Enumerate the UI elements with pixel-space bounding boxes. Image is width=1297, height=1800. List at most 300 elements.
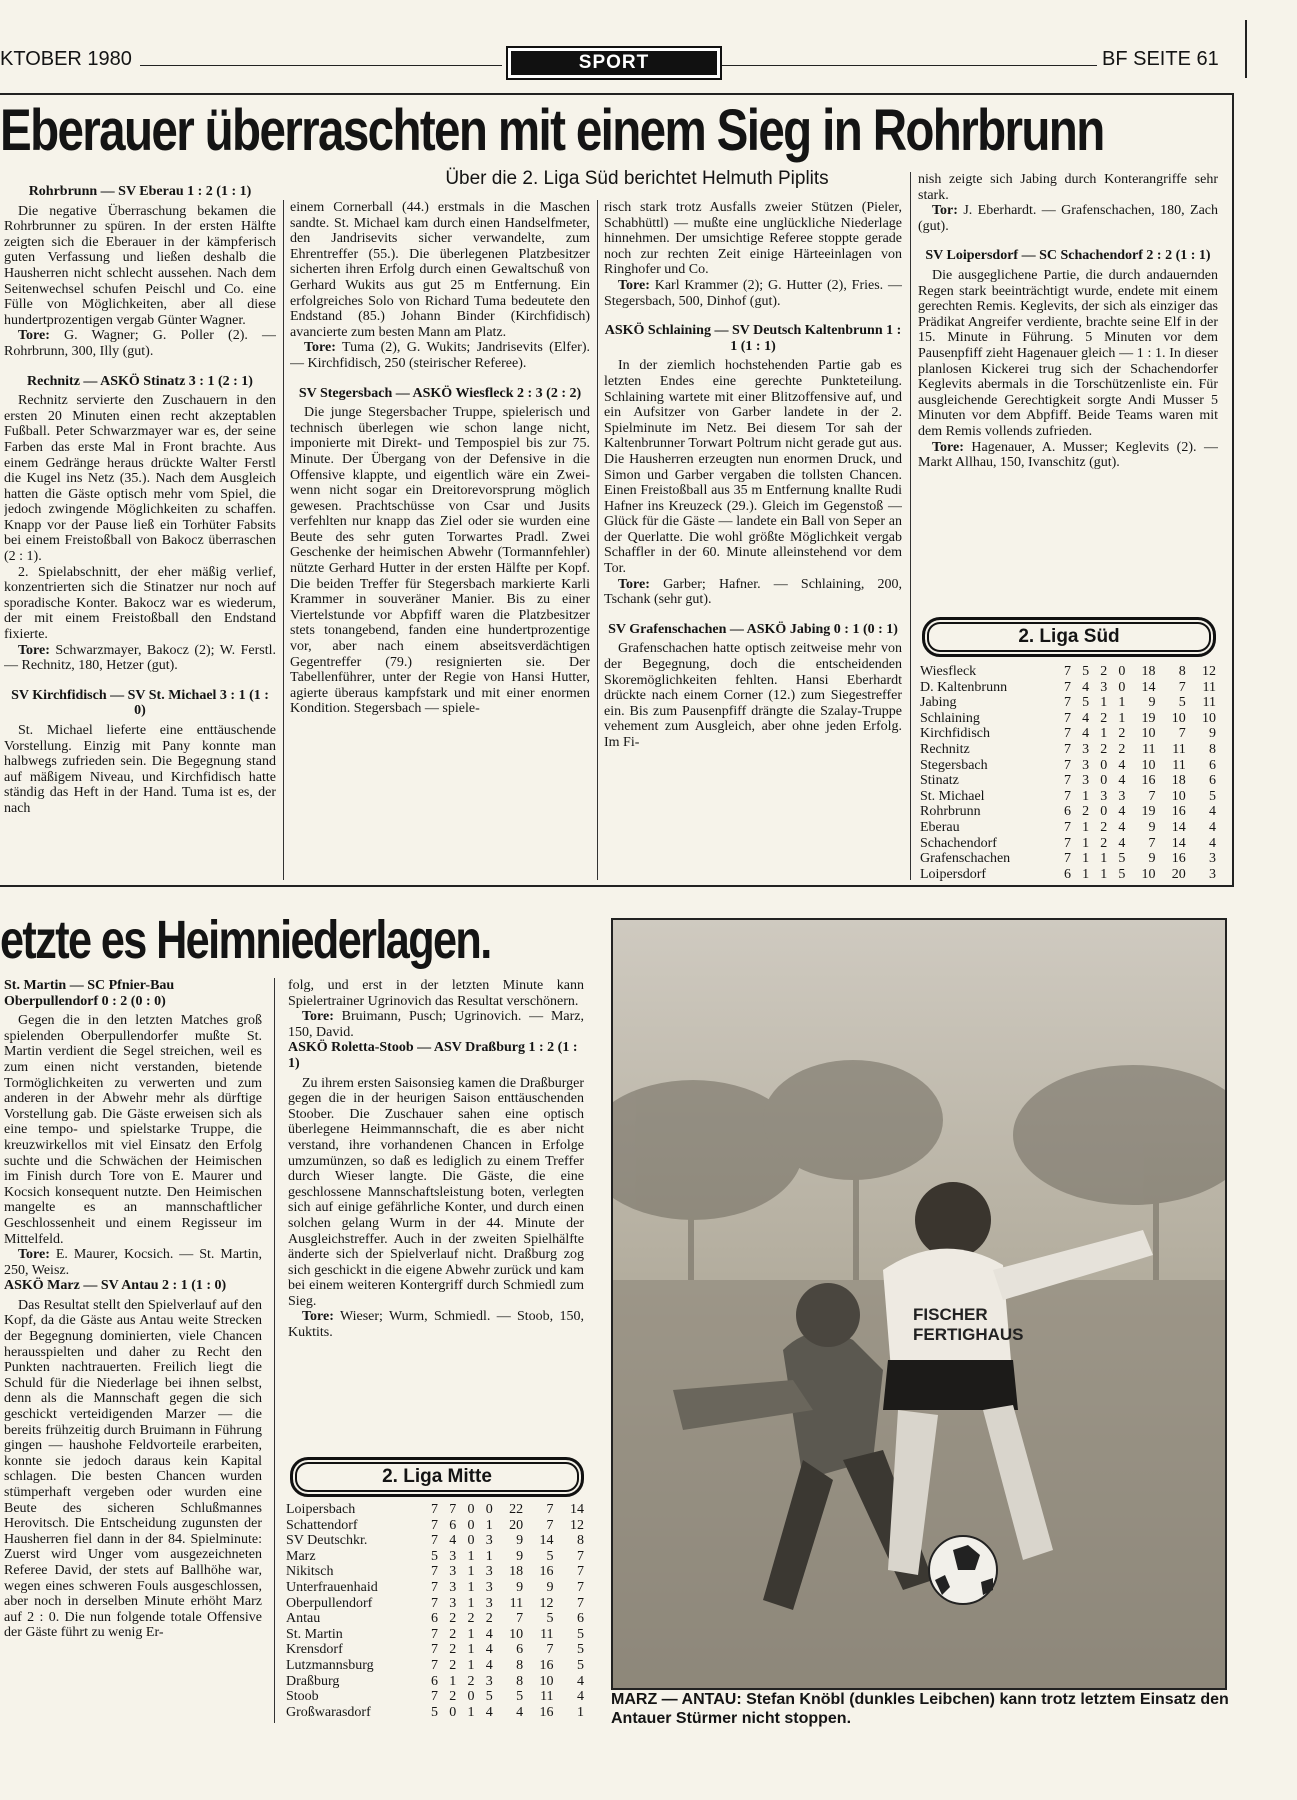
standings-value: 7: [546, 1517, 554, 1533]
article-paragraph: 2. Spielabschnitt, der eher mäßig verlief, konzentrierten sich die Stinatzer nur noch auf sporadische Konter. Bakocz war es wiederum, der mit einem Freistoßball den Endstand fixierte.: [4, 564, 276, 643]
standings-value: 7: [449, 1502, 457, 1517]
team-name: SV Deutschkr.: [286, 1533, 368, 1549]
article-paragraph: Rechnitz servierte den Zuschauern in den ersten 20 Minuten einen recht akzeptablen Fußball. Peter Schwarzmayer war es, der seine Farben das erste Mal in Front brachte. Aus einem Gedränge heraus drückte Walter Ferstl die Kugel ins Netz (35.). Nach dem Ausgleich hatten die Gäste optisch mehr vom Spiel, die jedoch zwingende Möglichkeiten zu schaffen. Knapp vor der Pause ließ ein Torhüter Fabsits bei einem Freistoßball von Bakocz überraschen (2 : 1).: [4, 393, 276, 565]
team-name: Schlaining: [920, 710, 980, 726]
standings-value: 1: [467, 1579, 475, 1595]
team-name: Schachendorf: [920, 835, 997, 851]
standings-row: [920, 851, 1216, 867]
standings-value: 9: [1148, 819, 1156, 835]
standings-value: 3: [1209, 851, 1216, 867]
standings-row: [920, 695, 1216, 711]
standings-value: 3: [1082, 741, 1090, 757]
standings-value: 6: [431, 1673, 439, 1689]
standings-value: 1: [467, 1626, 475, 1642]
standings-row: [286, 1580, 584, 1596]
standings-row: [920, 758, 1216, 774]
standings-row: [920, 773, 1216, 789]
standings-value: 7: [1064, 726, 1072, 742]
standings-value: 12: [1202, 664, 1216, 679]
scorers-label: Tore:: [618, 277, 650, 293]
standings-row: [920, 726, 1216, 742]
standings-value: 3: [449, 1595, 457, 1611]
team-name: D. Kaltenbrunn: [920, 679, 1008, 695]
standings-table-mitte: [286, 1502, 584, 1720]
standings-value: 5: [1178, 695, 1186, 711]
standings-value: 4: [485, 1704, 493, 1720]
standings-row: [920, 664, 1216, 680]
header-rule-left: [140, 65, 502, 66]
standings-value: 7: [546, 1502, 554, 1517]
standings-value: 6: [1064, 804, 1072, 820]
standings-value: 7: [431, 1502, 439, 1517]
standings-value: 4: [485, 1626, 493, 1642]
standings-value: 10: [1171, 788, 1186, 804]
team-name: Stegersbach: [920, 757, 988, 773]
article-paragraph: Grafenschachen hatte optisch zeitweise mehr von der Begegnung, doch die entscheidenden Skoremöglichkeiten fehlten. Hansi Eberhardt drückte nach einem Corner (12.) zum Siegestreffer ein. Bis zum Pausenpfiff drängte die Szalay-Truppe vehement zum Ausgleich, aber ohne jeden Erfolg. Im Fi-: [604, 641, 902, 750]
scorers-label: Tore:: [618, 576, 650, 592]
top-column-divider: [910, 172, 911, 880]
standings-value: 2: [1100, 835, 1108, 851]
team-name: Wiesfleck: [920, 664, 977, 679]
standings-value: 8: [577, 1533, 584, 1549]
standings-value: 5: [577, 1626, 584, 1642]
standings-value: 12: [539, 1595, 554, 1611]
standings-value: 0: [449, 1704, 457, 1720]
standings-value: 2: [485, 1611, 493, 1627]
team-name: St. Michael: [920, 788, 985, 804]
standings-value: 9: [546, 1579, 554, 1595]
team-name: Rechnitz: [920, 741, 970, 757]
standings-value: 1: [1100, 726, 1108, 742]
standings-row: [920, 820, 1216, 836]
top-column-2: [290, 200, 590, 880]
standings-value: 11: [540, 1689, 554, 1705]
standings-value: 2: [467, 1673, 475, 1689]
standings-value: 19: [1141, 710, 1156, 726]
article-paragraph: Zu ihrem ersten Saisonsieg kamen die Draßburger gegen die in der heurigen Saison enttäuschenden Stoober. Die Zuschauer sahen eine optisch überlegene Heimmannschaft, die es aber nicht verstand, ihre vorhandenen Chancen in Erfolge umzumünzen, so daß es lediglich zu einem Treffer durch Wieser langte. Die Gäste, die eine geschlossene Mannschaftsleistung boten, verlegten sich auf einige gefährliche Konter, und durch einen solchen gelang Wurm in der 44. Minute der Ausgleichstreffer. Auch in der zweiten Spielhälfte änderte sich der Spielverlauf nicht. Draßburg zog sich geschickt in die eigene Abwehr zurück und kam bei einem weiteren Kontergriff durch Schmiedl zum Sieg.: [288, 1075, 584, 1309]
standings-value: 2: [1082, 804, 1090, 820]
scorers-line: [4, 328, 276, 359]
standings-value: 5: [1118, 866, 1126, 882]
team-name: Stoob: [286, 1689, 319, 1705]
standings-value: 7: [431, 1657, 439, 1673]
standings-value: 0: [1100, 757, 1108, 773]
standings-value: 1: [449, 1673, 457, 1689]
team-name: Marz: [286, 1548, 316, 1564]
standings-value: 3: [449, 1548, 457, 1564]
header-rule-right: [722, 65, 1097, 66]
standings-value: 11: [509, 1595, 524, 1611]
scorers-line: [918, 440, 1218, 471]
scorers-label: Tore:: [932, 439, 964, 455]
standings-row: [286, 1502, 584, 1518]
scorers-text: Schwarzmayer, Bakocz (2); W. Ferstl. — Rechnitz, 180, Hetzer (gut).: [4, 642, 276, 674]
bottom-headline: etzte es Heimniederlagen.: [0, 910, 491, 970]
bottom-column-2: [288, 978, 584, 1428]
standings-value: 1: [1082, 788, 1090, 804]
article-paragraph: Die negative Überraschung bekamen die Rohrbrunner zu spüren. In der ersten Hälfte zeigten sich die Eberauer in der kämpferisch guten Verfassung und ließen deshalb die Hausherren nicht schlecht aussehen. Nach dem Seitenwechsel schufen Peischl und Co. eine Fülle von Möglichkeiten, aber all diese hundertprozentigen vergab Günter Wagner.: [4, 203, 276, 328]
top-byline: Über die 2. Liga Süd berichtet Helmuth Piplits: [445, 168, 829, 189]
standings-row: [286, 1689, 584, 1705]
standings-value: 11: [540, 1626, 554, 1642]
team-name: Loipersbach: [286, 1502, 356, 1517]
standings-row: [286, 1611, 584, 1627]
scorers-text: J. Eberhardt. — Grafenschachen, 180, Zach (gut).: [918, 203, 1218, 234]
standings-value: 4: [1118, 835, 1126, 851]
standings-row: [920, 789, 1216, 805]
standings-value: 6: [431, 1611, 439, 1627]
standings-value: 9: [516, 1548, 524, 1564]
standings-value: 7: [431, 1533, 439, 1549]
standings-value: 1: [1082, 819, 1090, 835]
standings-row: [286, 1533, 584, 1549]
team-name: Grafenschachen: [920, 851, 1011, 867]
standings-value: 4: [485, 1657, 493, 1673]
standings-value: 8: [516, 1673, 524, 1689]
standings-value: 7: [577, 1595, 584, 1611]
standings-value: 1: [1100, 851, 1108, 867]
team-name: St. Martin: [286, 1626, 343, 1642]
standings-value: 10: [1202, 710, 1216, 726]
standings-value: 10: [509, 1626, 524, 1642]
standings-value: 7: [1064, 695, 1072, 711]
standings-value: 2: [1100, 664, 1108, 679]
standings-value: 3: [449, 1579, 457, 1595]
standings-value: 7: [577, 1564, 584, 1580]
standings-value: 1: [467, 1548, 475, 1564]
standings-value: 7: [1064, 835, 1072, 851]
standings-value: 7: [1064, 851, 1072, 867]
team-name: Draßburg: [286, 1673, 340, 1689]
standings-row: [286, 1642, 584, 1658]
standings-value: 3: [1082, 757, 1090, 773]
match-subhead: Rechnitz — ASKÖ Stinatz 3 : 1 (2 : 1): [27, 373, 253, 389]
scorers-line: [4, 1247, 262, 1278]
standings-value: 3: [1100, 788, 1108, 804]
standings-value: 12: [570, 1517, 584, 1533]
standings-value: 3: [1118, 788, 1126, 804]
standings-value: 4: [1209, 804, 1216, 820]
standings-value: 5: [1209, 788, 1216, 804]
standings-value: 0: [1118, 664, 1126, 679]
standings-value: 22: [509, 1502, 524, 1517]
standings-value: 11: [1202, 679, 1216, 695]
scorers-label: Tore:: [18, 642, 50, 658]
standings-value: 11: [1142, 741, 1156, 757]
standings-value: 14: [1171, 819, 1186, 835]
team-name: Nikitsch: [286, 1564, 334, 1580]
standings-value: 7: [431, 1689, 439, 1705]
standings-value: 1: [467, 1642, 475, 1658]
table-title-sued: 2. Liga Süd: [922, 617, 1216, 657]
standings-value: 1: [467, 1657, 475, 1673]
standings-value: 16: [1141, 773, 1156, 789]
table-title-mitte: 2. Liga Mitte: [290, 1457, 584, 1497]
standings-value: 7: [1064, 819, 1072, 835]
scorers-line: [4, 643, 276, 674]
standings-value: 10: [1171, 710, 1186, 726]
standings-row: [286, 1705, 584, 1721]
standings-value: 5: [577, 1642, 584, 1658]
team-name: Stinatz: [920, 773, 959, 789]
standings-value: 9: [516, 1579, 524, 1595]
standings-value: 0: [467, 1517, 475, 1533]
standings-value: 5: [485, 1689, 493, 1705]
standings-value: 3: [1082, 773, 1090, 789]
match-subhead: ASKÖ Roletta-Stoob — ASV Draßburg 1 : 2 (1 : 1): [288, 1040, 578, 1071]
standings-value: 7: [431, 1642, 439, 1658]
standings-value: 3: [449, 1564, 457, 1580]
standings-value: 3: [1100, 679, 1108, 695]
scorers-line: [288, 1009, 584, 1040]
standings-value: 3: [485, 1579, 493, 1595]
standings-value: 7: [1064, 679, 1072, 695]
match-subhead: Rohrbrunn — SV Eberau 1 : 2 (1 : 1): [28, 184, 252, 199]
standings-value: 2: [467, 1611, 475, 1627]
standings-value: 14: [570, 1502, 584, 1517]
standings-value: 1: [1118, 695, 1126, 711]
standings-value: 20: [1171, 866, 1186, 882]
scorers-label: Tore:: [18, 1247, 50, 1263]
standings-value: 1: [1082, 851, 1090, 867]
standings-value: 2: [1100, 710, 1108, 726]
standings-value: 4: [449, 1533, 457, 1549]
standings-value: 4: [577, 1673, 584, 1689]
standings-value: 3: [485, 1533, 493, 1549]
standings-value: 4: [1118, 757, 1126, 773]
standings-value: 3: [485, 1564, 493, 1580]
match-photo: [611, 918, 1227, 1690]
article-paragraph: folg, und erst in der letzten Minute kann Spielertrainer Ugrinovich das Resultat verschönern.: [288, 978, 584, 1009]
standings-value: 0: [1100, 804, 1108, 820]
scorers-text: Tuma (2), G. Wukits; Jandrisevits (Elfer). — Kirchfidisch, 250 (steirischer Referee).: [290, 340, 590, 371]
scorers-label: Tore:: [302, 1309, 334, 1325]
article-paragraph: Die ausgeglichene Partie, die durch andauernden Regen stark beeinträchtigt wurde, endete mit einem gerechten Remis. Keglevits, der sich als einziger das Prädikat Angreifer verdiente, brachte seine Elf in der 15. Minute in Führung. 5 Minuten vor dem Pausenpfiff zieht Hagenauer gleich — 1 : 1. In dieser planlosen Kickerei trug sich der Schachendorfer Keglevits abermals in die Torschützenliste ein. Für ausgleichende Gerechtigkeit sorgte Andi Musser 5 Minuten vor dem Abpfiff. Beide Teams waren mit dem Remis vollends zufrieden.: [918, 267, 1218, 439]
article-paragraph: St. Michael lieferte eine enttäuschende Vorstellung. Einzig mit Pany konnte man halbwegs zufrieden sein. Die Begegnung stand auf mäßigem Niveau, und Kirchfidisch hatte ständig das Heft in der Hand. Tuma ist es, der nach: [4, 723, 276, 816]
scorers-line: [604, 577, 902, 608]
match-subhead: ASKÖ Schlaining — SV Deutsch Kaltenbrunn 1 : 1 (1 : 1): [604, 323, 902, 354]
standings-value: 16: [539, 1564, 554, 1580]
standings-value: 0: [1100, 773, 1108, 789]
team-name: Rohrbrunn: [920, 804, 981, 820]
standings-value: 2: [1118, 741, 1126, 757]
standings-value: 4: [1209, 819, 1216, 835]
standings-value: 0: [467, 1533, 475, 1549]
standings-value: 10: [1141, 866, 1156, 882]
page-number: BF SEITE 61: [1102, 48, 1219, 70]
standings-value: 2: [449, 1689, 457, 1705]
standings-value: 7: [1064, 664, 1072, 679]
standings-value: 14: [539, 1533, 554, 1549]
standings-row: [286, 1549, 584, 1565]
scorers-label: Tore:: [18, 328, 50, 344]
standings-value: 7: [431, 1517, 439, 1533]
top-column-divider: [597, 200, 598, 880]
section-label: SPORT: [506, 46, 722, 80]
standings-value: 10: [539, 1673, 554, 1689]
issue-date: KTOBER 1980: [0, 48, 132, 70]
standings-value: 7: [1148, 788, 1156, 804]
standings-row: [920, 804, 1216, 820]
standings-value: 9: [1148, 695, 1156, 711]
standings-row: [286, 1627, 584, 1643]
team-name: Kirchfidisch: [920, 726, 990, 742]
standings-value: 4: [577, 1689, 584, 1705]
standings-value: 16: [1171, 851, 1186, 867]
standings-value: 18: [1171, 773, 1186, 789]
scorers-text: Bruimann, Pusch; Ugrinovich. — Marz, 150, David.: [288, 1009, 584, 1040]
top-column-divider: [283, 200, 284, 880]
standings-value: 7: [577, 1548, 584, 1564]
standings-value: 9: [1148, 851, 1156, 867]
match-subhead: SV Kirchfidisch — SV St. Michael 3 : 1 (1 : 0): [11, 687, 269, 719]
standings-value: 6: [1064, 866, 1072, 882]
team-name: Unterfrauenhaid: [286, 1579, 378, 1595]
football-icon: [929, 1536, 997, 1604]
standings-value: 4: [1082, 679, 1090, 695]
standings-row: [286, 1674, 584, 1690]
match-subhead: ASKÖ Marz — SV Antau 2 : 1 (1 : 0): [4, 1278, 227, 1294]
match-subhead: St. Martin — SC Pfnier-Bau Oberpullendorf 0 : 2 (0 : 0): [4, 978, 175, 1009]
team-name: Lutzmannsburg: [286, 1657, 374, 1673]
article-paragraph: risch stark trotz Ausfalls zweier Stützen (Pieler, Schabhüttl) — mußte eine unglückliche Niederlage hinnehmen. Der umsichtige Referee stoppte gerade noch zur rechten Zeit einige Härteeinlagen von Ringhofer und Co.: [604, 200, 902, 278]
top-column-3: [604, 200, 902, 880]
standings-value: 1: [467, 1564, 475, 1580]
standings-value: 6: [1209, 773, 1216, 789]
standings-value: 0: [467, 1689, 475, 1705]
standings-value: 19: [1141, 804, 1156, 820]
standings-value: 18: [509, 1564, 524, 1580]
scorers-text: Garber; Hafner. — Schlaining, 200, Tschank (sehr gut).: [604, 576, 902, 608]
standings-value: 6: [449, 1517, 457, 1533]
standings-value: 4: [1118, 773, 1126, 789]
standings-value: 8: [1178, 664, 1186, 679]
standings-value: 2: [1100, 819, 1108, 835]
standings-value: 8: [516, 1657, 524, 1673]
standings-value: 2: [449, 1611, 457, 1627]
scorers-label: Tore:: [304, 340, 336, 356]
standings-row: [286, 1518, 584, 1534]
standings-value: 11: [1172, 741, 1186, 757]
standings-value: 6: [1209, 757, 1216, 773]
scorers-text: Karl Krammer (2); G. Hutter (2), Fries. — Stegersbach, 500, Dinhof (gut).: [604, 277, 902, 309]
photo-caption: MARZ — ANTAU: Stefan Knöbl (dunkles Leibchen) kann trotz letztem Einsatz den Antauer Stürmer nicht stoppen.: [611, 1691, 1229, 1727]
standings-value: 7: [1148, 835, 1156, 851]
standings-value: 7: [1064, 788, 1072, 804]
scorers-label: Tor:: [932, 203, 958, 219]
standings-value: 16: [1171, 804, 1186, 820]
standings-value: 7: [577, 1579, 584, 1595]
standings-value: 20: [509, 1517, 524, 1533]
top-column-4: [918, 172, 1218, 592]
standings-value: 18: [1141, 664, 1156, 679]
standings-value: 3: [1209, 866, 1216, 882]
standings-table-sued: [920, 664, 1216, 882]
standings-value: 2: [449, 1642, 457, 1658]
standings-value: 4: [1082, 710, 1090, 726]
team-name: Schattendorf: [286, 1517, 358, 1533]
match-subhead: SV Loipersdorf — SC Schachendorf 2 : 2 (1 : 1): [925, 248, 1211, 264]
article-paragraph: Gegen die in den letzten Matches groß spielenden Oberpullendorfer mußte St. Martin verdient die Segel streichen, weil es zum einen nicht verstanden, bietende Tormöglichkeiten zu verwerten und zum anderen in der Abwehr mehr als dürftige Vorstellung gab. Die Gäste erweisen sich als eine tempo- und spielstarke Truppe, die kreuzwirkellos mit viel Einsatz den Erfolg suchte und die Schwächen der Heimischen im Finish durch Tore von E. Maurer und Kocsich konsequent nutzte. Den Heimischen mangelte es an mannschaftlicher Geschlossenheit und einem Regisseur im Mittelfeld.: [4, 1013, 262, 1247]
standings-value: 0: [485, 1502, 493, 1517]
match-subhead: SV Grafenschachen — ASKÖ Jabing 0 : 1 (0 : 1): [608, 621, 898, 637]
team-name: Eberau: [920, 819, 960, 835]
team-name: Antau: [286, 1611, 321, 1627]
standings-value: 0: [467, 1502, 475, 1517]
standings-value: 5: [431, 1704, 439, 1720]
standings-row: [286, 1658, 584, 1674]
standings-value: 2: [1118, 726, 1126, 742]
standings-value: 16: [539, 1657, 554, 1673]
standings-row: [920, 711, 1216, 727]
scorers-text: Wieser; Wurm, Schmiedl. — Stoob, 150, Kuktits.: [288, 1309, 584, 1341]
article-paragraph: einem Cornerball (44.) erstmals in die Maschen sandte. St. Michael kam durch einen Handselfmeter, den Jandrisevits sicher verwandelte, zum Ehrentreffer (55.). Die überlegenen Platzbesitzer sicherten ihren Erfolg durch einen Gewaltschuß von Gerhard Wukits aus gut 25 m Entfernung. Ein erfolgreiches Solo von Richard Tuma bedeutete den Endstand (85.) Johann Binder (Kirchfidisch) avancierte zum besten Mann am Platz.: [290, 200, 590, 340]
standings-value: 7: [431, 1595, 439, 1611]
standings-value: 10: [1141, 726, 1156, 742]
standings-value: 6: [516, 1642, 524, 1658]
standings-value: 7: [431, 1564, 439, 1580]
standings-value: 5: [546, 1611, 554, 1627]
scorers-label: Tore:: [302, 1009, 334, 1025]
standings-value: 11: [1202, 695, 1216, 711]
standings-value: 7: [1064, 773, 1072, 789]
team-name: Oberpullendorf: [286, 1595, 373, 1611]
standings-value: 2: [1100, 741, 1108, 757]
standings-value: 6: [577, 1611, 584, 1627]
scorers-line: [604, 278, 902, 309]
standings-value: 1: [1082, 835, 1090, 851]
match-subhead: SV Stegersbach — ASKÖ Wiesfleck 2 : 3 (2 : 2): [298, 385, 582, 401]
scorers-line: [918, 203, 1218, 234]
standings-value: 7: [1064, 741, 1072, 757]
standings-value: 7: [546, 1642, 554, 1658]
standings-value: 7: [431, 1579, 439, 1595]
standings-value: 1: [485, 1517, 493, 1533]
standings-value: 5: [1082, 664, 1090, 679]
standings-value: 3: [485, 1673, 493, 1689]
photo-illustration: [613, 920, 1225, 1688]
standings-value: 1: [467, 1595, 475, 1611]
standings-value: 4: [485, 1642, 493, 1658]
standings-value: 14: [1141, 679, 1156, 695]
standings-value: 9: [1209, 726, 1216, 742]
standings-row: [920, 836, 1216, 852]
standings-value: 7: [1064, 710, 1072, 726]
scorers-line: [290, 340, 590, 371]
standings-value: 4: [1118, 804, 1126, 820]
article-paragraph: Das Resultat stellt den Spielverlauf auf den Kopf, da die Gäste aus Antau weite Strecken der Begegnung dominierten, viele Chancen herausspielten und daher zu Recht den Punkten nachtrauerten. Freilich liegt die Schuld für die Niederlage bei ihnen selbst, denn als die Mannschaft gegen die sich geschickt verteidigenden Marzer — die bereits frühzeitig durch Bruimann in Führung gingen — haushohe Feldvorteile erarbeiten, konnte sie jedoch daraus kein Kapital schlagen. Die besten Chancen wurden stümperhaft vergeben oder wurden eine Beute des sicheren Schlußmannes Herovitsch. Die Entscheidung zugunsten der Hausherren fiel dann in der 84. Spielminute: Zuerst wird Unger vom ausgezeichneten Referee David, der stets auf Ballhöhe war, wegen eines schweren Fouls ausgeschlossen, aber noch in derselben Minute erhöht Marz auf 2 : 0. Die nun folgende totale Offensive der Gäste führt zu wenig Er-: [4, 1297, 262, 1641]
bottom-column-divider: [274, 978, 275, 1723]
standings-value: 3: [485, 1595, 493, 1611]
top-column-1: [4, 170, 276, 880]
standings-value: 8: [1209, 741, 1216, 757]
standings-value: 1: [1100, 695, 1108, 711]
scorers-line: [288, 1309, 584, 1340]
team-name: Loipersdorf: [920, 866, 987, 882]
standings-value: 4: [516, 1704, 524, 1720]
top-headline: Eberauer überraschten mit einem Sieg in Rohrbrunn: [0, 98, 1104, 163]
standings-value: 1: [1082, 866, 1090, 882]
standings-value: 7: [431, 1626, 439, 1642]
standings-value: 5: [516, 1689, 524, 1705]
article-paragraph: nish zeigte sich Jabing durch Konterangriffe sehr stark.: [918, 172, 1218, 203]
standings-row: [286, 1564, 584, 1580]
standings-value: 14: [1171, 835, 1186, 851]
page-edge-rule: [1245, 20, 1247, 78]
scorers-text: Hagenauer, A. Musser; Keglevits (2). — Markt Allhau, 150, Ivanschitz (gut).: [918, 439, 1218, 471]
team-name: Großwarasdorf: [286, 1704, 371, 1720]
standings-row: [920, 867, 1216, 883]
